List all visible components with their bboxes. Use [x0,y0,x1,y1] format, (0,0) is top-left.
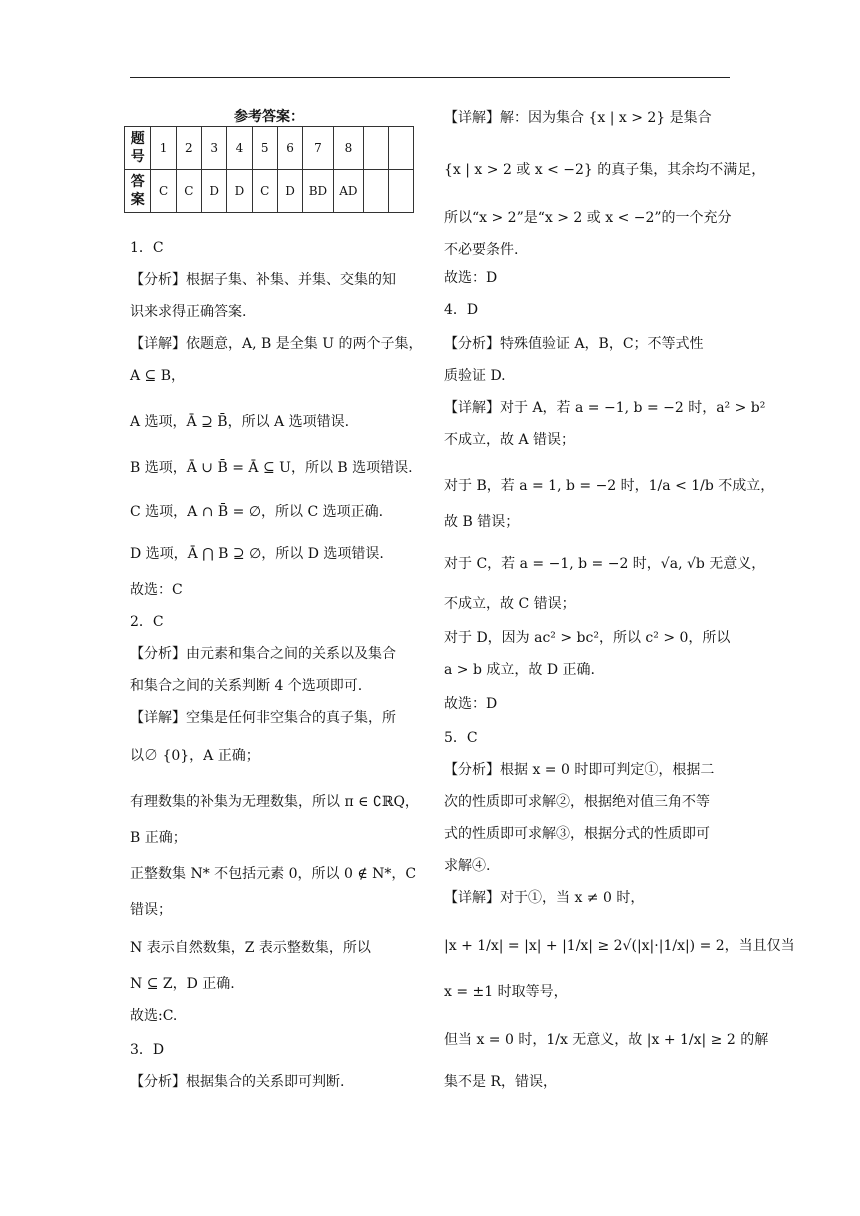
text-line: 有理数集的补集为无理数集，所以 π ∈ ∁ℝQ， [130,794,419,810]
text-line: 【详解】对于 A，若 a = −1, b = −2 时，a² > b² [444,400,766,416]
text-line: B 选项，Ā ∪ B̄ = Ā ⊆ U，所以 B 选项错误. [130,460,413,476]
text-line: 4．D [444,302,479,318]
cell-number: 2 [176,127,201,170]
cell-number: 6 [277,127,302,170]
text-line: 正整数集 N* 不包括元素 0，所以 0 ∉ N*，C [130,866,417,882]
text-line: 【分析】根据子集、补集、并集、交集的知 [130,272,396,288]
cell-answer: D [202,170,227,213]
text-line: N ⊆ Z，D 正确. [130,976,235,992]
text-line: 不成立，故 C 错误； [444,596,576,612]
text-line: 故选：D [444,696,498,712]
row-header-answer: 答案 [125,170,151,213]
cell-answer: BD [303,170,333,213]
cell-number: 1 [151,127,176,170]
text-line: 【详解】依题意，A, B 是全集 U 的两个子集， [130,336,423,352]
cell-answer: AD [333,170,363,213]
text-line: 故选：C [130,582,183,598]
text-line: 质验证 D. [444,368,506,384]
cell-answer: C [151,170,176,213]
text-line: 【详解】空集是任何非空集合的真子集，所 [130,710,396,726]
answer-table-title: 参考答案： [234,109,304,125]
text-line: C 选项，A ∩ B̄ = ∅，所以 C 选项正确. [130,504,384,520]
cell-answer: D [277,170,302,213]
text-line: 所以“x > 2”是“x > 2 或 x < −2”的一个充分 [444,210,732,226]
text-line: 次的性质即可求解②，根据绝对值三角不等 [444,794,710,810]
text-line: A ⊆ B， [130,368,186,384]
text-line: 【详解】对于①，当 x ≠ 0 时， [444,890,645,906]
cell-answer [364,170,389,213]
text-line: 5．C [444,730,478,746]
text-line: 求解④. [444,858,491,874]
table-row-answers [125,170,414,213]
text-line: 1．C [130,240,164,256]
answer-table [124,126,414,213]
text-line: 2．C [130,614,164,630]
text-line: 故 B 错误； [444,514,520,530]
text-line: 对于 B，若 a = 1, b = −2 时，1/a < 1/b 不成立， [444,478,775,494]
cell-number [389,127,414,170]
text-line: 对于 C，若 a = −1, b = −2 时，√a, √b 无意义， [444,556,766,572]
text-line: 【详解】解：因为集合 {x | x > 2} 是集合 [444,110,712,126]
text-line: 对于 D，因为 ac² > bc²，所以 c² > 0，所以 [444,630,731,646]
cell-number: 8 [333,127,363,170]
text-line: 错误； [130,902,172,918]
cell-number: 5 [252,127,277,170]
text-line: 【分析】根据 x = 0 时即可判定①，根据二 [444,762,715,778]
header-rule [130,77,730,78]
text-line: 【分析】根据集合的关系即可判断. [130,1074,345,1090]
text-line: 不必要条件. [444,242,519,258]
text-line: 以∅ {0}，A 正确； [130,748,260,764]
text-line: 故选:C. [130,1008,178,1024]
text-line: 集不是 R，错误， [444,1074,557,1090]
cell-number: 3 [202,127,227,170]
text-line: B 正确； [130,830,187,846]
text-line: a > b 成立，故 D 正确. [444,662,595,678]
text-line: 式的性质即可求解③，根据分式的性质即可 [444,826,710,842]
text-line: 和集合之间的关系判断 4 个选项即可. [130,678,363,694]
text-line: 【分析】由元素和集合之间的关系以及集合 [130,646,396,662]
text-line: 【分析】特殊值验证 A，B，C；不等式性 [444,336,704,352]
text-line: x = ±1 时取等号， [444,984,568,1000]
text-line: N 表示自然数集，Z 表示整数集，所以 [130,940,371,956]
text-line: 3．D [130,1042,165,1058]
cell-answer: C [252,170,277,213]
text-line: 识来求得正确答案. [130,304,247,320]
text-line: |x + 1/x| = |x| + |1/x| ≥ 2√(|x|·|1/x|) = 2，当且仅当 [444,938,795,954]
text-line: D 选项，Ā ⋂ B ⊇ ∅，所以 D 选项错误. [130,546,384,562]
cell-answer [389,170,414,213]
cell-number: 7 [303,127,333,170]
text-line: A 选项，Ā ⊇ B̄，所以 A 选项错误. [130,414,350,430]
cell-number [364,127,389,170]
text-line: 故选：D [444,270,498,286]
table-row-numbers [125,127,414,170]
cell-answer: D [227,170,252,213]
text-line: 但当 x = 0 时，1/x 无意义，故 |x + 1/x| ≥ 2 的解 [444,1032,769,1048]
cell-number: 4 [227,127,252,170]
text-line: {x | x > 2 或 x < −2} 的真子集，其余均不满足， [444,162,766,178]
text-line: 不成立，故 A 错误； [444,432,576,448]
cell-answer: C [176,170,201,213]
row-header-number: 题号 [125,127,151,170]
